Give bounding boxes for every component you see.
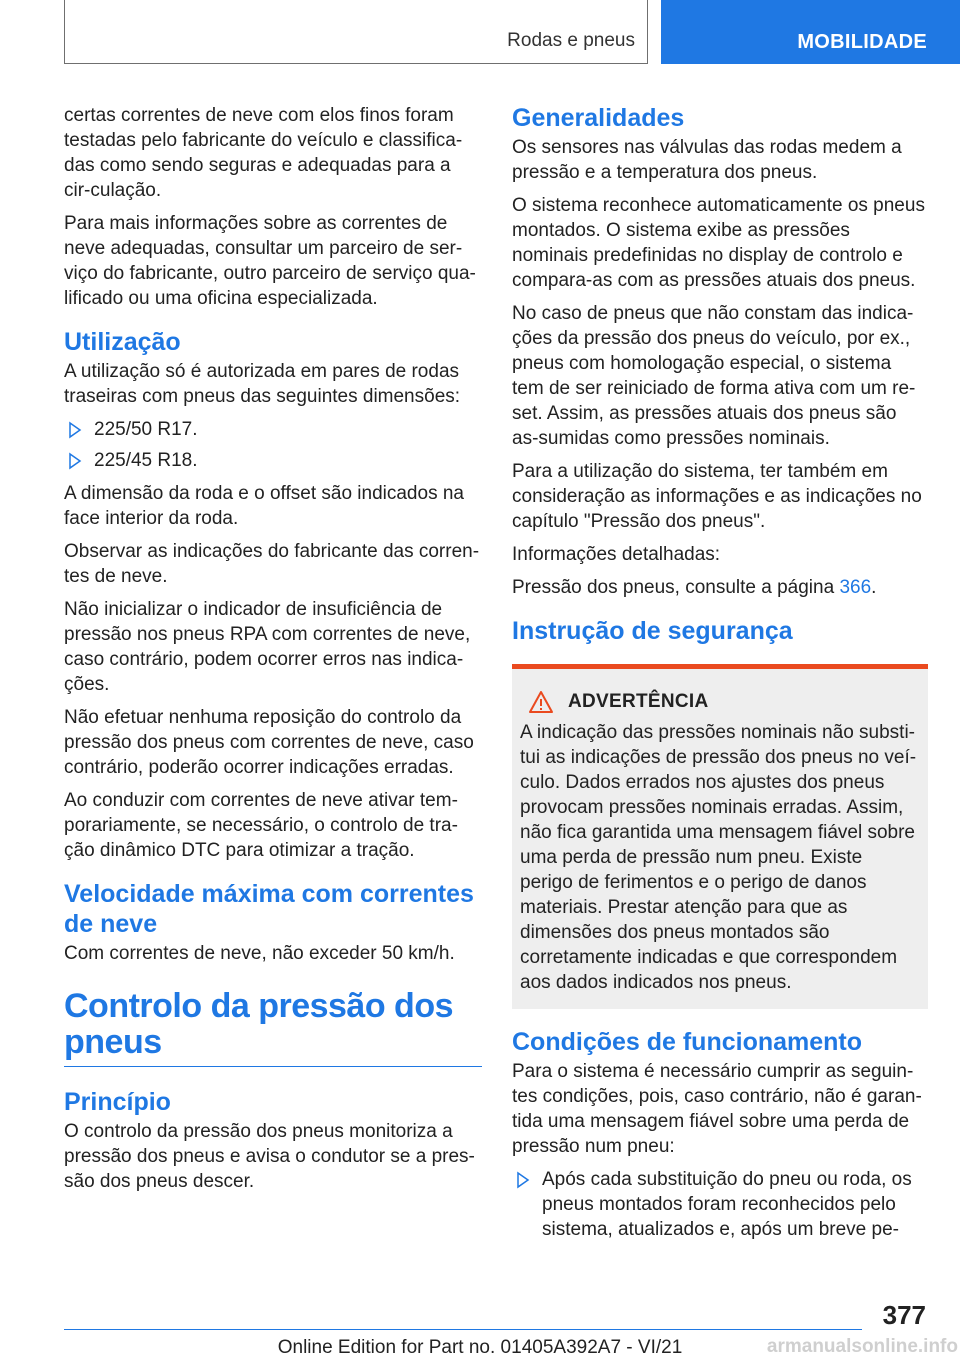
paragraph: Observar as indicações do fabricante das corren-tes de neve. [64, 541, 480, 587]
warning-title: ADVERTÊNCIA [568, 691, 709, 712]
warning-box [512, 664, 928, 1009]
watermark: armanualsonline.info [766, 1336, 958, 1357]
paragraph: Ao conduzir com correntes de neve ativar tem-porariamente, se necessário, o controlo de tra-ção dinâmico DTC para otimizar a tração. [64, 790, 458, 861]
triangle-bullet-icon [516, 1171, 530, 1189]
paragraph: A utilização só é autorizada em pares de rodas traseiras com pneus das seguintes dimensões: [64, 361, 461, 407]
heading-utilizacao: Utilização [64, 328, 181, 356]
heading-condicoes: Condições de funcionamento [512, 1028, 863, 1056]
triangle-bullet-icon [68, 452, 82, 470]
warning-triangle-icon [528, 690, 554, 714]
paragraph: Para o sistema é necessário cumprir as seguin-tes condições, pois, caso contrário, não é garan-tida uma mensagem fiável sobre uma perda de pressão num pneu: [512, 1061, 922, 1157]
paragraph: Os sensores nas válvulas das rodas medem a pressão e a temperatura dos pneus. [512, 137, 902, 183]
warning-text: A indicação das pressões nominais não substi-tui as indicações de pressão dos pneus no veí-culo. Dados errados nos ajustes dos pneus provocam pressões nominais erradas. Assim, não fica garantida uma mensagem fiável sobre uma perda de pressão num pneu. Existe perigo de ferimentos e o perigo de danos materiais. Prestar atenção para que as dimensões dos pneus montados são corretamente indicadas e que correspondem aos dados indicados nos pneus. [520, 722, 917, 993]
page-number: 377 [882, 1300, 926, 1330]
left-column [64, 103, 482, 1202]
list-item: Após cada substituição do pneu ou roda, os pneus montados foram reconhecidos pelo sistema, atualizados e, após um breve pe- [512, 1167, 928, 1242]
paragraph-page-reference: Pressão dos pneus, consulte a página 366. [512, 577, 877, 598]
heading-generalidades: Generalidades [512, 104, 685, 132]
footer-edition: Online Edition for Part no. 01405A392A7 - VI/21 [277, 1337, 683, 1358]
heading-controlo-pressao: Controlo da pressão dos pneus [64, 988, 482, 1067]
paragraph: No caso de pneus que não constam das indica-ções da pressão dos pneus do veículo, por ex., pneus com homologação especial, o sistema tem de ser reiniciado de forma ativa com um re-set. Assim, as pressões atuais dos pneus são as-sumidas como pressões nominais. [512, 303, 916, 449]
tire-size-list [64, 417, 482, 473]
header-chapter-tab [661, 0, 960, 64]
header-chapter-title: MOBILIDADE [797, 31, 927, 53]
paragraph: Para a utilização do sistema, ter também em consideração as informações e as indicações no capítulo "Pressão dos pneus". [512, 461, 922, 532]
paragraph: Não inicializar o indicador de insuficiência de pressão nos pneus RPA com correntes de neve, caso contrário, podem ocorrer erros nas indica-ções. [64, 599, 471, 695]
paragraph: certas correntes de neve com elos finos foram testadas pelo fabricante do veículo e classifica-das como sendo seguras e adequadas para a cir-culação. [64, 105, 463, 201]
heading-seguranca: Instrução de segurança [512, 617, 793, 645]
header-section-box [64, 0, 648, 64]
paragraph: Não efetuar nenhuma reposição do controlo da pressão dos pneus com correntes de neve, caso contrário, poderão ocorrer indicações erradas. [64, 707, 474, 778]
list-item: 225/45 R18. [64, 448, 482, 473]
paragraph: Com correntes de neve, não exceder 50 km/h. [64, 943, 455, 964]
triangle-bullet-icon [68, 421, 82, 439]
conditions-list [512, 1167, 928, 1242]
header-section-title: Rodas e pneus [507, 30, 635, 51]
footer-divider [64, 1329, 862, 1330]
heading-velocidade: Velocidade máxima com correntes de neve [64, 880, 474, 938]
paragraph: A dimensão da roda e o offset são indicados na face interior da roda. [64, 483, 464, 529]
right-column [512, 103, 928, 1250]
paragraph: O controlo da pressão dos pneus monitoriza a pressão dos pneus e avisa o condutor se a pres-são dos pneus descer. [64, 1121, 475, 1192]
page-link[interactable]: 366 [839, 577, 872, 598]
list-item: 225/50 R17. [64, 417, 482, 442]
paragraph: O sistema reconhece automaticamente os pneus montados. O sistema exibe as pressões nominais predefinidas no display de controlo e compara-as com as pressões atuais dos pneus. [512, 195, 925, 291]
warning-header [520, 689, 920, 714]
paragraph: Informações detalhadas: [512, 544, 721, 565]
heading-principio: Princípio [64, 1088, 171, 1116]
paragraph: Para mais informações sobre as correntes de neve adequadas, consultar um parceiro de ser-viço do fabricante, outro parceiro de serviço qua-lificado ou uma oficina especializada. [64, 213, 476, 309]
